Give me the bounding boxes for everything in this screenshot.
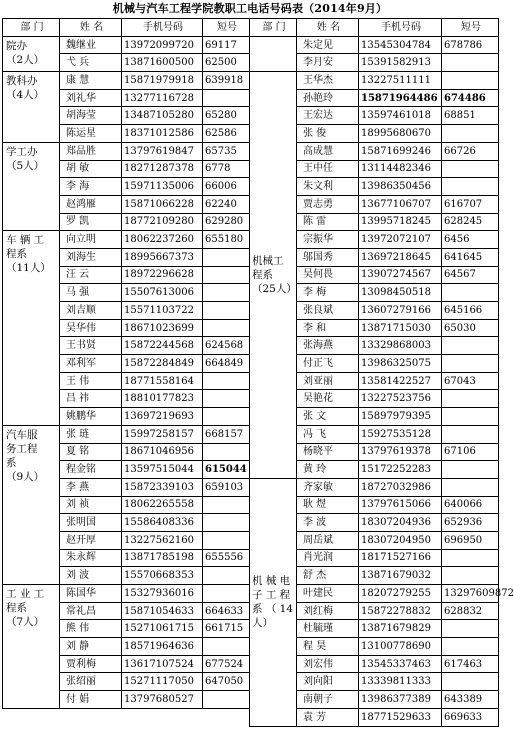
mobile-number: 13871679032 (359, 567, 442, 585)
staff-name: 付正飞 (297, 355, 359, 373)
short-number (203, 408, 250, 426)
mobile-number: 13329868003 (359, 337, 442, 355)
staff-name: 王华杰 (297, 72, 359, 90)
mobile-number: 15391582913 (359, 54, 442, 72)
staff-name: 陈运星 (60, 125, 122, 143)
short-number: 674486 (442, 89, 499, 107)
mobile-number: 18062265558 (122, 496, 203, 514)
short-number: 628832 (442, 602, 499, 620)
mobile-number: 13114482346 (359, 160, 442, 178)
staff-name: 杜毓瑾 (297, 620, 359, 638)
short-number (442, 673, 499, 691)
mobile-number: 18271287378 (122, 160, 203, 178)
mobile-number: 13972072107 (359, 231, 442, 249)
department-cell: 车 辆 工 程系 （11人） (3, 231, 60, 426)
staff-name: 刘 波 (60, 567, 122, 585)
mobile-number: 18995680670 (359, 125, 442, 143)
staff-name: 熊 伟 (60, 620, 122, 638)
staff-name: 朱永辉 (60, 549, 122, 567)
staff-name: 刘吉顺 (60, 302, 122, 320)
department-cell (250, 36, 297, 71)
phone-header: 手机号码 (122, 19, 203, 37)
mobile-number: 18571964636 (122, 638, 203, 656)
staff-name: 郑品胜 (60, 142, 122, 160)
staff-name: 李 和 (297, 319, 359, 337)
department-cell: 工 业 工 程系 （7人） (3, 585, 60, 709)
mobile-number: 15872284849 (122, 355, 203, 373)
mobile-number: 13797680527 (122, 691, 203, 709)
table-row (3, 425, 250, 443)
short-header: 短号 (442, 19, 499, 37)
short-number: 655556 (203, 549, 250, 567)
short-number (203, 443, 250, 461)
short-number: 6456 (442, 231, 499, 249)
short-number: 696950 (442, 531, 499, 549)
mobile-number: 15570668353 (122, 567, 203, 585)
staff-name: 朱文利 (297, 178, 359, 196)
staff-name: 王中任 (297, 160, 359, 178)
short-number: 65280 (203, 107, 250, 125)
mobile-number: 13907274567 (359, 266, 442, 284)
table-row (3, 72, 250, 90)
mobile-number: 18307204936 (359, 514, 442, 532)
mobile-number: 15872339103 (122, 478, 203, 496)
short-number (203, 567, 250, 585)
staff-name: 冯 飞 (297, 425, 359, 443)
mobile-number: 13797615066 (359, 496, 442, 514)
staff-name: 康 慧 (60, 72, 122, 90)
mobile-number: 15871066228 (122, 195, 203, 213)
staff-name: 姚鹏华 (60, 408, 122, 426)
short-number (442, 549, 499, 567)
short-number (442, 178, 499, 196)
staff-name: 朱定见 (297, 36, 359, 54)
staff-name: 李 燕 (60, 478, 122, 496)
table-row (250, 36, 499, 54)
short-number: 69117 (203, 36, 250, 54)
staff-name: 耿 煜 (297, 496, 359, 514)
staff-name: 张 文 (297, 408, 359, 426)
department-cell: 机 械 电 子 工 程 系 （ 14 人） (250, 478, 297, 726)
mobile-number: 13677106707 (359, 195, 442, 213)
short-number: 62586 (203, 125, 250, 143)
mobile-number: 15271061715 (122, 620, 203, 638)
staff-name: 陈国华 (60, 585, 122, 603)
mobile-number: 13581422527 (359, 372, 442, 390)
mobile-number: 13227562160 (122, 531, 203, 549)
mobile-number: 15327936016 (122, 585, 203, 603)
staff-name: 吴艳花 (297, 390, 359, 408)
short-number: 677524 (203, 655, 250, 673)
mobile-number: 13871600500 (122, 54, 203, 72)
staff-name: 陈 雷 (297, 213, 359, 231)
mobile-number: 15971135006 (122, 178, 203, 196)
staff-name: 王书贤 (60, 337, 122, 355)
short-number: 616707 (442, 195, 499, 213)
staff-name: 常礼昌 (60, 602, 122, 620)
mobile-number: 13986325075 (359, 355, 442, 373)
dept-header: 部 门 (250, 19, 297, 37)
staff-name: 吴何畏 (297, 266, 359, 284)
staff-name: 刘海生 (60, 248, 122, 266)
short-number: 678786 (442, 36, 499, 54)
short-number: 669633 (442, 708, 499, 726)
short-number (203, 302, 250, 320)
mobile-number: 13972099720 (122, 36, 203, 54)
short-number (203, 319, 250, 337)
staff-name: 贾志勇 (297, 195, 359, 213)
short-header: 短号 (203, 19, 250, 37)
short-number: 6778 (203, 160, 250, 178)
mobile-number: 18995667373 (122, 248, 203, 266)
mobile-number: 18671023699 (122, 319, 203, 337)
mobile-number: 13617107524 (122, 655, 203, 673)
staff-name: 向立明 (60, 231, 122, 249)
short-number (203, 89, 250, 107)
staff-name: 张绍丽 (60, 673, 122, 691)
short-number (203, 372, 250, 390)
mobile-number: 13986350456 (359, 178, 442, 196)
mobile-number: 15997258157 (122, 425, 203, 443)
mobile-number: 15271117050 (122, 673, 203, 691)
mobile-number: 15871964486 (359, 89, 442, 107)
staff-name: 赵开厚 (60, 531, 122, 549)
mobile-number: 13986377389 (359, 691, 442, 709)
short-number: 67106 (442, 443, 499, 461)
short-number (203, 390, 250, 408)
staff-name: 孙艳玲 (297, 89, 359, 107)
mobile-number: 13607279166 (359, 302, 442, 320)
short-number (442, 284, 499, 302)
short-number: 640066 (442, 496, 499, 514)
staff-name: 李 波 (297, 514, 359, 532)
staff-name: 李 梅 (297, 284, 359, 302)
short-number (203, 248, 250, 266)
short-number: 664849 (203, 355, 250, 373)
short-number: 641645 (442, 248, 499, 266)
staff-name: 肖光润 (297, 549, 359, 567)
dept-header: 部 门 (3, 19, 60, 37)
short-number: 624568 (203, 337, 250, 355)
staff-name: 汪 云 (60, 266, 122, 284)
mobile-number: 15172252283 (359, 461, 442, 479)
short-number: 64567 (442, 266, 499, 284)
mobile-number: 13277116728 (122, 89, 203, 107)
name-header: 姓 名 (297, 19, 359, 37)
short-number (442, 355, 499, 373)
staff-name: 吴华伟 (60, 319, 122, 337)
table-row (250, 72, 499, 90)
right-column (249, 18, 514, 727)
mobile-number: 13871679829 (359, 620, 442, 638)
short-number: 668157 (203, 425, 250, 443)
table-row (3, 231, 250, 249)
department-cell: 院办 （2人） (3, 36, 60, 71)
short-number (442, 408, 499, 426)
short-number (442, 390, 499, 408)
mobile-number: 15507613006 (122, 284, 203, 302)
short-number: 67043 (442, 372, 499, 390)
short-number: 628245 (442, 213, 499, 231)
staff-name: 张 琏 (60, 425, 122, 443)
mobile-number: 13797619378 (359, 443, 442, 461)
staff-name: 叶建民 (297, 585, 359, 603)
mobile-number: 13597461018 (359, 107, 442, 125)
mobile-number: 13545304784 (359, 36, 442, 54)
short-number: 647050 (203, 673, 250, 691)
short-number (442, 160, 499, 178)
mobile-number: 15871979918 (122, 72, 203, 90)
mobile-number: 18171527166 (359, 549, 442, 567)
department-cell: 教科办 （4人） (3, 72, 60, 143)
mobile-number: 18371012586 (122, 125, 203, 143)
staff-name: 张明国 (60, 514, 122, 532)
staff-name: 胡 敏 (60, 160, 122, 178)
staff-name: 张海燕 (297, 337, 359, 355)
mobile-number: 18772109280 (122, 213, 203, 231)
short-number (442, 461, 499, 479)
staff-name: 刘红梅 (297, 602, 359, 620)
mobile-number: 15586408336 (122, 514, 203, 532)
staff-name: 贾利梅 (60, 655, 122, 673)
staff-name: 王宏达 (297, 107, 359, 125)
staff-name: 宗振华 (297, 231, 359, 249)
mobile-number: 15871054633 (122, 602, 203, 620)
short-number (203, 531, 250, 549)
right-table (249, 18, 514, 727)
staff-name: 杨晓平 (297, 443, 359, 461)
mobile-number: 18671046956 (122, 443, 203, 461)
staff-name: 张 俊 (297, 125, 359, 143)
mobile-number: 13339811333 (359, 673, 442, 691)
short-number: 661715 (203, 620, 250, 638)
name-header: 姓 名 (60, 19, 122, 37)
mobile-number: 15897979395 (359, 408, 442, 426)
mobile-number: 18307204950 (359, 531, 442, 549)
mobile-number: 13697219693 (122, 408, 203, 426)
left-table (2, 18, 250, 709)
short-number: 13297609872 (442, 585, 499, 603)
department-cell: 机械工 程系 （25人） (250, 72, 297, 479)
short-number (203, 638, 250, 656)
short-number (442, 72, 499, 90)
table-row (3, 585, 250, 603)
staff-name: 邬国秀 (297, 248, 359, 266)
staff-name: 周岳斌 (297, 531, 359, 549)
short-number (442, 54, 499, 72)
short-number (442, 337, 499, 355)
staff-name: 赵鸿雁 (60, 195, 122, 213)
staff-name: 夏 铭 (60, 443, 122, 461)
short-number: 643389 (442, 691, 499, 709)
header-row (3, 19, 250, 37)
staff-name: 刘亚丽 (297, 372, 359, 390)
mobile-number: 13487105280 (122, 107, 203, 125)
staff-name: 张良斌 (297, 302, 359, 320)
header-row (250, 19, 499, 37)
staff-name: 刘宏伟 (297, 655, 359, 673)
staff-name: 刘礼华 (60, 89, 122, 107)
short-number (203, 514, 250, 532)
short-number: 664633 (203, 602, 250, 620)
mobile-number: 13797619847 (122, 142, 203, 160)
mobile-number: 18810177823 (122, 390, 203, 408)
staff-name: 舒 杰 (297, 567, 359, 585)
mobile-number: 15927535128 (359, 425, 442, 443)
mobile-number: 15571103722 (122, 302, 203, 320)
staff-name: 弋 兵 (60, 54, 122, 72)
department-cell: 学工办 （5人） (3, 142, 60, 230)
staff-name: 程金铭 (60, 461, 122, 479)
mobile-number: 18727032986 (359, 478, 442, 496)
mobile-number: 13697218645 (359, 248, 442, 266)
short-number: 66006 (203, 178, 250, 196)
table-row (3, 142, 250, 160)
staff-name: 李月安 (297, 54, 359, 72)
staff-name: 南朝子 (297, 691, 359, 709)
short-number (203, 266, 250, 284)
staff-name: 袁 芳 (297, 708, 359, 726)
short-number: 639918 (203, 72, 250, 90)
short-number: 615044 (203, 461, 250, 479)
short-number (442, 638, 499, 656)
staff-name: 齐家敏 (297, 478, 359, 496)
short-number (442, 567, 499, 585)
short-number (442, 620, 499, 638)
short-number (442, 478, 499, 496)
mobile-number: 13227511111 (359, 72, 442, 90)
staff-name: 罗 凯 (60, 213, 122, 231)
staff-name: 刘 静 (60, 638, 122, 656)
mobile-number: 15871699246 (359, 142, 442, 160)
mobile-number: 13871715030 (359, 319, 442, 337)
mobile-number: 15872278832 (359, 602, 442, 620)
short-number: 652936 (442, 514, 499, 532)
short-number (442, 425, 499, 443)
document-title: 机械与汽车工程学院教职工电话号码表（2014年9月） (112, 2, 388, 15)
staff-name: 邓利军 (60, 355, 122, 373)
short-number: 645166 (442, 302, 499, 320)
staff-name: 高成慧 (297, 142, 359, 160)
short-number (203, 496, 250, 514)
staff-name: 吕 祎 (60, 390, 122, 408)
staff-name: 胡海莹 (60, 107, 122, 125)
short-number: 629280 (203, 213, 250, 231)
short-number: 65735 (203, 142, 250, 160)
staff-name: 王 伟 (60, 372, 122, 390)
short-number (203, 284, 250, 302)
staff-name: 马 强 (60, 284, 122, 302)
mobile-number: 15872244568 (122, 337, 203, 355)
mobile-number: 13227523756 (359, 390, 442, 408)
staff-name: 李 海 (60, 178, 122, 196)
staff-name: 魏继业 (60, 36, 122, 54)
short-number (203, 585, 250, 603)
mobile-number: 18062237260 (122, 231, 203, 249)
staff-name: 程 昊 (297, 638, 359, 656)
short-number: 66726 (442, 142, 499, 160)
staff-name: 刘 祯 (60, 496, 122, 514)
mobile-number: 13597515044 (122, 461, 203, 479)
table-row (250, 478, 499, 496)
department-cell: 汽车服 务工程 系 （9人） (3, 425, 60, 584)
short-number (203, 691, 250, 709)
mobile-number: 13995718245 (359, 213, 442, 231)
mobile-number: 18207279255 (359, 585, 442, 603)
left-column (2, 18, 249, 709)
mobile-number: 13545337463 (359, 655, 442, 673)
short-number: 68851 (442, 107, 499, 125)
phone-header: 手机号码 (359, 19, 442, 37)
short-number (442, 125, 499, 143)
staff-name: 黄 玲 (297, 461, 359, 479)
mobile-number: 13871785198 (122, 549, 203, 567)
short-number: 62500 (203, 54, 250, 72)
mobile-number: 18771558164 (122, 372, 203, 390)
staff-name: 付 娟 (60, 691, 122, 709)
short-number: 65030 (442, 319, 499, 337)
table-row (3, 36, 250, 54)
mobile-number: 18771529633 (359, 708, 442, 726)
short-number: 62240 (203, 195, 250, 213)
short-number: 659103 (203, 478, 250, 496)
staff-name: 刘向阳 (297, 673, 359, 691)
short-number: 617463 (442, 655, 499, 673)
mobile-number: 13098450518 (359, 284, 442, 302)
mobile-number: 13100778690 (359, 638, 442, 656)
mobile-number: 18972296628 (122, 266, 203, 284)
short-number: 655180 (203, 231, 250, 249)
